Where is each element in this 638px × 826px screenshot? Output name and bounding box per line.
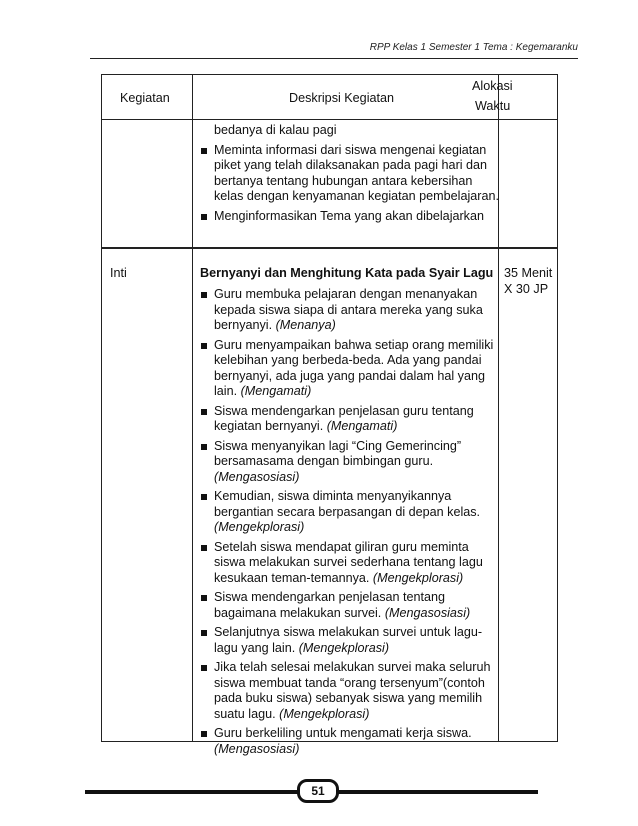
bullet-square-icon	[201, 630, 207, 636]
intro-cell	[200, 123, 500, 224]
bullet-square-icon	[201, 214, 207, 220]
list-item	[200, 143, 500, 205]
list-item-text: Meminta informasi dari siswa mengenai kegiatan piket yang telah dilaksanakan pada pagi hari dan bertanya tentang hubungan antara kebersihan kelas dengan kenyamanan kegiatan pembelajaran.	[214, 142, 499, 203]
list-item	[200, 489, 500, 536]
list-item	[200, 540, 500, 587]
list-item	[200, 209, 500, 225]
footer-rule	[338, 790, 538, 794]
inti-alokasi: 35 Menit X 30 JP	[504, 266, 553, 296]
list-item-text: Guru menyampaikan bahwa setiap orang memiliki kelebihan yang berbeda-beda. Ada yang pandai bernyanyi, ada juga yang pandai dalam hal yang lain.	[214, 337, 494, 398]
list-item-text: Siswa mendengarkan penjelasan guru tentang kegiatan bernyanyi.	[214, 403, 474, 433]
activity-tag: (Mengasosiasi)	[384, 605, 471, 620]
list-item	[200, 287, 500, 334]
column-header-kegiatan: Kegiatan	[120, 91, 170, 105]
list-item	[200, 439, 500, 486]
list-item	[200, 726, 500, 757]
list-item-text: Guru membuka pelajaran dengan menanyakan kepada siswa siapa di antara mereka yang suka bernyanyi.	[214, 287, 483, 332]
inti-title: Bernyanyi dan Menghitung Kata pada Syair Lagu	[200, 266, 494, 280]
list-item	[200, 590, 500, 621]
bullet-square-icon	[201, 731, 207, 737]
activity-tag: (Mengasosiasi)	[214, 469, 300, 484]
inti-label: Inti	[110, 266, 127, 280]
bullet-square-icon	[201, 343, 207, 349]
list-item-text: Guru berkeliling untuk mengamati kerja siswa.	[214, 726, 472, 740]
header-rule	[90, 58, 578, 59]
activity-tag: (Mengamati)	[240, 384, 312, 398]
bullet-square-icon	[201, 444, 207, 450]
list-item	[200, 404, 500, 435]
bullet-square-icon	[201, 409, 207, 415]
intro-bullet-list	[200, 143, 500, 225]
list-item-text: Siswa menyanyikan lagi “Cing Gemerincing” bersamasama dengan bimbingan guru.	[214, 438, 462, 468]
activity-tag: (Mengekplorasi)	[214, 520, 305, 534]
list-item-text: Siswa mendengarkan penjelasan tentang bagaimana melakukan survei.	[214, 590, 446, 620]
column-header-alokasi: Alokasi	[472, 79, 513, 93]
bullet-square-icon	[201, 665, 207, 671]
activity-tag: (Mengamati)	[326, 419, 398, 433]
bullet-square-icon	[201, 494, 207, 500]
activity-tag: (Mengekplorasi)	[372, 570, 464, 585]
section-divider	[102, 247, 557, 249]
activity-tag: (Mengekplorasi)	[279, 706, 370, 721]
lesson-table	[101, 74, 558, 756]
list-item-text: Kemudian, siswa diminta menyanyikannya bergantian secara berpasangan di depan kelas.	[214, 489, 481, 519]
bullet-square-icon	[201, 292, 207, 298]
footer-rule	[85, 790, 298, 794]
bullet-square-icon	[201, 148, 207, 154]
column-divider	[192, 75, 193, 741]
list-item	[200, 625, 500, 656]
activity-tag: (Mengasosiasi)	[214, 741, 300, 756]
list-item-text: Jika telah selesai melakukan survei maka seluruh siswa membuat tanda “orang tersenyum”(contoh pada buku siswa) sebanyak siswa yang memilih suatu lagu.	[214, 660, 491, 721]
list-item-text: Menginformasikan Tema yang akan dibelajarkan	[214, 208, 484, 223]
activity-tag: (Mengekplorasi)	[298, 640, 390, 655]
activity-tag: (Menanya)	[275, 318, 336, 332]
page-number: 51	[297, 779, 339, 803]
running-header: RPP Kelas 1 Semester 1 Tema : Kegemaranku	[369, 42, 578, 53]
column-header-waktu: Waktu	[475, 99, 511, 113]
list-item-text: Selanjutnya siswa melakukan survei untuk lagu-lagu yang lain.	[214, 625, 483, 655]
list-item	[200, 660, 500, 722]
inti-cell	[200, 283, 500, 757]
column-header-deskripsi: Deskripsi Kegiatan	[289, 91, 394, 105]
header-row-divider	[102, 119, 557, 120]
list-item	[200, 338, 500, 400]
intro-continuation: bedanya di kalau pagi	[214, 123, 337, 137]
list-item-text: Setelah siswa mendapat giliran guru meminta siswa melakukan survei sederhana tentang lagu kesukaan teman-temannya.	[214, 539, 483, 585]
inti-bullet-list	[200, 287, 500, 757]
bullet-square-icon	[201, 545, 207, 551]
bullet-square-icon	[201, 595, 207, 601]
